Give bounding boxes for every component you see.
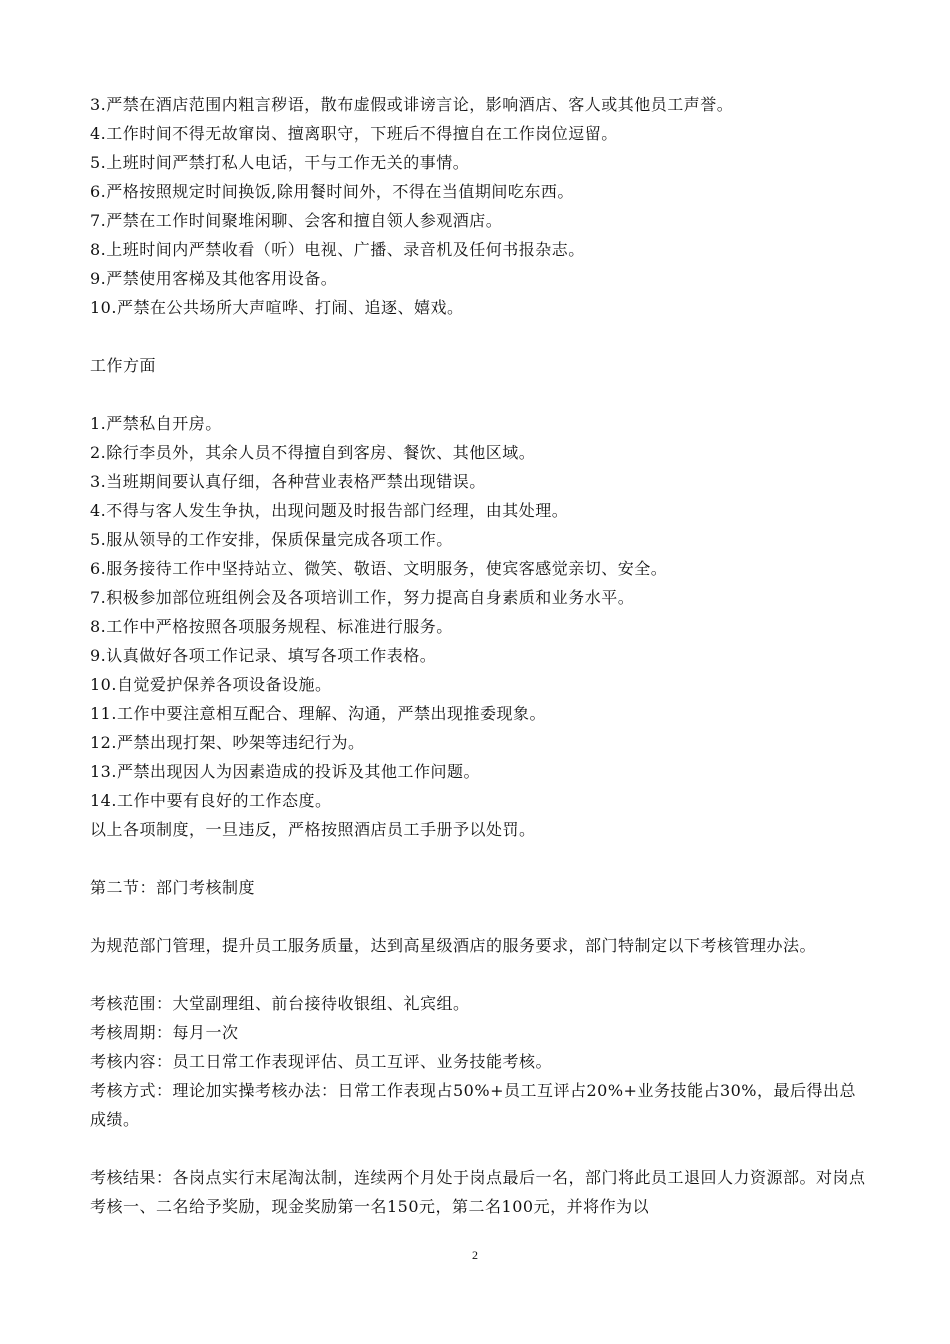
assessment-method: 考核方式：理论加实操考核办法：日常工作表现占50%+员工互评占20%+业务技能占30%，最后得出总成绩。 xyxy=(90,1081,857,1129)
list-item: 10.严禁在公共场所大声喧哗、打闹、追逐、嬉戏。 xyxy=(90,298,464,317)
list-item: 5.上班时间严禁打私人电话，干与工作无关的事情。 xyxy=(90,153,470,172)
list-item: 8.工作中严格按照各项服务规程、标准进行服务。 xyxy=(90,617,453,636)
list-item: 11.工作中要注意相互配合、理解、沟通，严禁出现推委现象。 xyxy=(90,704,546,723)
list-item: 3.当班期间要认真仔细，各种营业表格严禁出现错误。 xyxy=(90,472,486,491)
list-item: 5.服从领导的工作安排，保质保量完成各项工作。 xyxy=(90,530,453,549)
spacer xyxy=(90,1134,870,1163)
spacer xyxy=(90,322,870,351)
list-item: 13.严禁出现因人为因素造成的投诉及其他工作问题。 xyxy=(90,762,480,781)
list-item: 9.严禁使用客梯及其他客用设备。 xyxy=(90,269,338,288)
closing-statement: 以上各项制度，一旦违反，严格按照酒店员工手册予以处罚。 xyxy=(90,820,536,839)
spacer xyxy=(90,960,870,989)
page-content xyxy=(90,90,870,1221)
list-item: 3.严禁在酒店范围内粗言秽语，散布虚假或诽谤言论，影响酒店、客人或其他员工声誉。 xyxy=(90,95,734,114)
list-item: 7.积极参加部位班组例会及各项培训工作，努力提高自身素质和业务水平。 xyxy=(90,588,635,607)
assessment-cycle: 考核周期：每月一次 xyxy=(90,1023,239,1042)
assessment-scope: 考核范围：大堂副理组、前台接待收银组、礼宾组。 xyxy=(90,994,470,1013)
work-rules-list xyxy=(90,409,870,844)
intro-paragraph: 为规范部门管理，提升员工服务质量，达到高星级酒店的服务要求，部门特制定以下考核管理办法。 xyxy=(90,936,817,955)
list-item: 2.除行李员外，其余人员不得擅自到客房、餐饮、其他区域。 xyxy=(90,443,536,462)
work-section-heading: 工作方面 xyxy=(90,356,157,375)
list-item: 4.工作时间不得无故窜岗、擅离职守，下班后不得擅自在工作岗位逗留。 xyxy=(90,124,618,143)
list-item: 9.认真做好各项工作记录、填写各项工作表格。 xyxy=(90,646,437,665)
list-item: 7.严禁在工作时间聚堆闲聊、会客和擅自领人参观酒店。 xyxy=(90,211,503,230)
conduct-rules-list xyxy=(90,90,870,322)
assessment-result: 考核结果：各岗点实行末尾淘汰制，连续两个月处于岗点最后一名，部门将此员工退回人力资源部。对岗点考核一、二名给予奖励，现金奖励第一名150元，第二名100元，并将作为以 xyxy=(90,1168,866,1216)
assessment-content: 考核内容：员工日常工作表现评估、员工互评、业务技能考核。 xyxy=(90,1052,553,1071)
list-item: 6.服务接待工作中坚持站立、微笑、敬语、文明服务，使宾客感觉亲切、安全。 xyxy=(90,559,668,578)
list-item: 8.上班时间内严禁收看（听）电视、广播、录音机及任何书报杂志。 xyxy=(90,240,585,259)
spacer xyxy=(90,902,870,931)
section-heading: 第二节：部门考核制度 xyxy=(90,878,256,897)
spacer xyxy=(90,380,870,409)
list-item: 6.严格按照规定时间换饭,除用餐时间外，不得在当值期间吃东西。 xyxy=(90,182,574,201)
list-item: 12.严禁出现打架、吵架等违纪行为。 xyxy=(90,733,365,752)
list-item: 10.自觉爱护保养各项设备设施。 xyxy=(90,675,332,694)
assessment-details xyxy=(90,989,870,1221)
spacer xyxy=(90,844,870,873)
list-item: 1.严禁私自开房。 xyxy=(90,414,222,433)
list-item: 4.不得与客人发生争执，出现问题及时报告部门经理，由其处理。 xyxy=(90,501,569,520)
list-item: 14.工作中要有良好的工作态度。 xyxy=(90,791,332,810)
page-number: 2 xyxy=(472,1248,478,1262)
